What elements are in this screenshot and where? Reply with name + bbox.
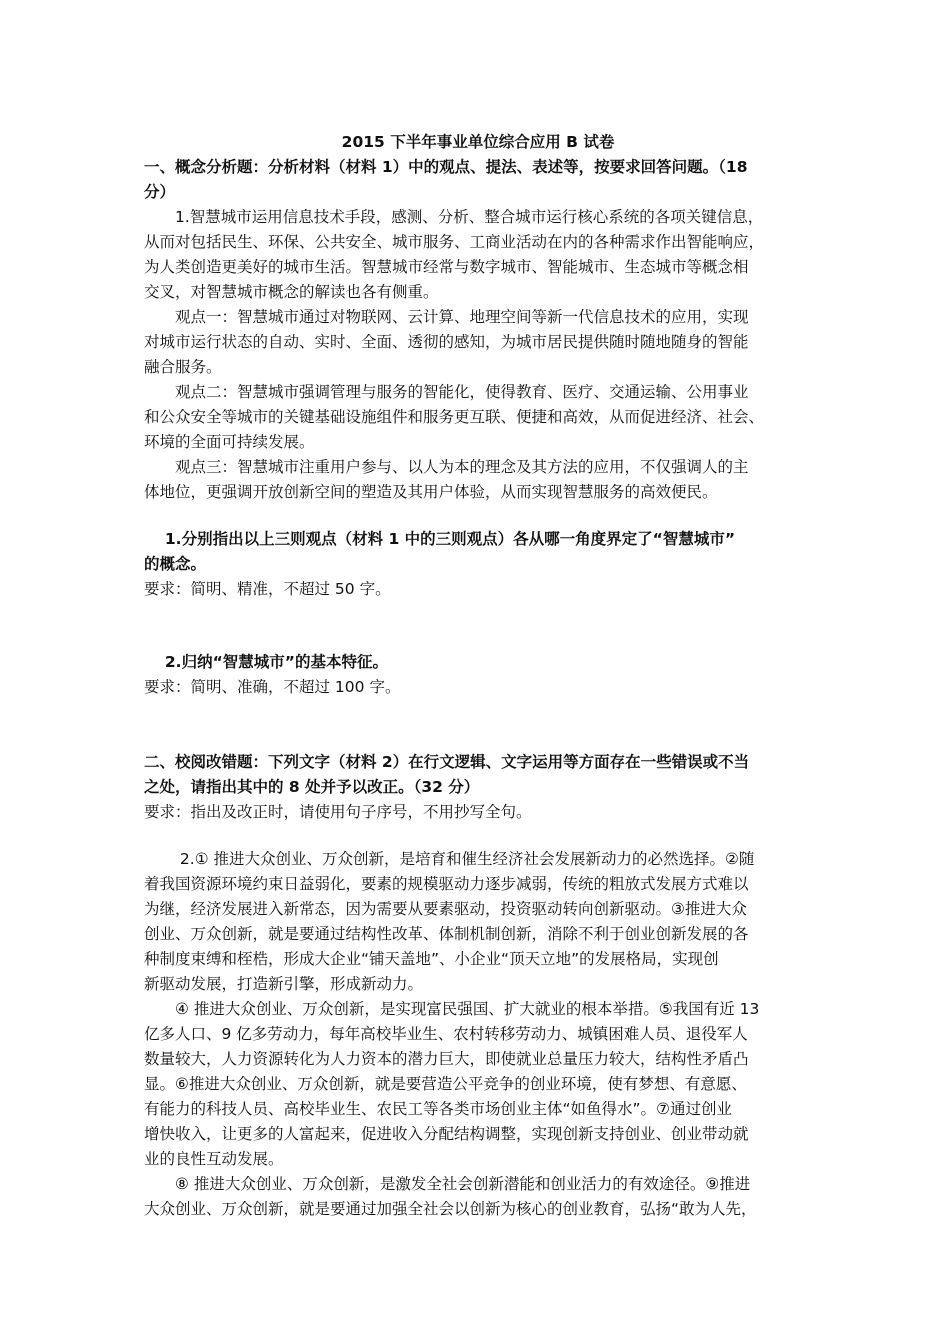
- document-page: [144, 120, 812, 1222]
- material2-line: 创业、万众创新，就是要通过结构性改革、体制机制创新，消除不利于创业创新发展的各: [144, 925, 749, 943]
- material2-line: 为继，经济发展进入新常态，因为需要从要素驱动，投资驱动转向创新驱动。③推进大众: [144, 900, 747, 918]
- material1-line: 为人类创造更美好的城市生活。智慧城市经常与数字城市、智能城市、生态城市等概念相: [144, 258, 749, 276]
- material1-line: 1.智慧城市运用信息技术手段，感测、分析、整合城市运行核心系统的各项关键信息，: [144, 208, 764, 226]
- material1-line: 观点二：智慧城市强调管理与服务的智能化，使得教育、医疗、交通运输、公用事业: [144, 383, 749, 401]
- section1-heading-line: 一、概念分析题：分析材料（材料 1）中的观点、提法、表述等，按要求回答问题。（18: [144, 158, 748, 176]
- question2-line: 2.归纳“智慧城市”的基本特征。: [144, 653, 388, 671]
- material1-line: 体地位，更强调开放创新空间的塑造及其用户体验，从而实现智慧服务的高效便民。: [144, 483, 718, 501]
- material1-line: 观点一：智慧城市通过对物联网、云计算、地理空间等新一代信息技术的应用，实现: [144, 308, 749, 326]
- material2-line: 着我国资源环境约束日益弱化，要素的规模驱动力逐步减弱，传统的粗放式发展方式难以: [144, 875, 749, 893]
- material1-line: 观点三：智慧城市注重用户参与、以人为本的理念及其方法的应用，不仅强调人的主: [144, 458, 749, 476]
- material2-line: 有能力的科技人员、高校毕业生、农民工等各类市场创业主体“如鱼得水”。⑦通过创业: [144, 1100, 732, 1118]
- material1-line: 环境的全面可持续发展。: [144, 433, 315, 451]
- spacer: [144, 825, 812, 847]
- spacer: [144, 700, 812, 750]
- spacer: [144, 505, 812, 527]
- material1-line: 交叉，对智慧城市概念的解读也各有侧重。: [144, 283, 439, 301]
- material1-line: 融合服务。: [144, 358, 222, 376]
- material1-line: 对城市运行状态的自动、实时、全面、透彻的感知，为城市居民提供随时随地随身的智能: [144, 333, 749, 351]
- material2-line: 亿多人口、9 亿多劳动力，每年高校毕业生、农村转移劳动力、城镇困难人员、退役军人: [144, 1025, 748, 1043]
- material2-line: ④ 推进大众创业、万众创新，是实现富民强国、扩大就业的根本举措。⑤我国有近 13: [144, 1000, 760, 1018]
- section1-heading-line: 分）: [144, 183, 176, 201]
- material2-line: 显。⑥推进大众创业、万众创新，就是要营造公平竞争的创业环境，使有梦想、有意愿、: [144, 1075, 747, 1093]
- material1-line: 从而对包括民生、环保、公共安全、城市服务、工商业活动在内的各种需求作出智能响应，: [144, 233, 765, 251]
- section2-requirement: 要求：指出及改正时，请使用句子序号，不用抄写全句。: [144, 803, 532, 821]
- material2-line: 业的良性互动发展。: [144, 1150, 284, 1168]
- material1-line: 和公众安全等城市的关键基础设施组件和服务更互联、便捷和高效，从而促进经济、社会、: [144, 408, 765, 426]
- material2-line: 新驱动发展，打造新引擎，形成新动力。: [144, 975, 424, 993]
- document-title: 2015 下半年事业单位综合应用 B 试卷: [341, 133, 615, 151]
- spacer: [144, 602, 812, 650]
- material2-line: 数量较大，人力资源转化为人力资本的潜力巨大，即使就业总量压力较大，结构性矛盾凸: [144, 1050, 749, 1068]
- material2-line: 增快收入，让更多的人富起来，促进收入分配结构调整，实现创新支持创业、创业带动就: [144, 1125, 749, 1143]
- material2-line: 2.① 推进大众创业、万众创新，是培育和催生经济社会发展新动力的必然选择。②随: [144, 850, 755, 868]
- question1-requirement: 要求：简明、精准，不超过 50 字。: [144, 580, 391, 598]
- question1-line: 的概念。: [144, 555, 207, 573]
- section2-heading-line: 之处，请指出其中的 8 处并予以改正。（32 分）: [144, 778, 480, 796]
- question1-line: 1.分别指出以上三则观点（材料 1 中的三则观点）各从哪一角度界定了“智慧城市”: [144, 530, 736, 548]
- section2-heading-line: 二、校阅改错题：下列文字（材料 2）在行文逻辑、文字运用等方面存在一些错误或不当: [144, 753, 750, 771]
- material2-line: ⑧ 推进大众创业、万众创新，是激发全社会创新潜能和创业活力的有效途径。⑨推进: [144, 1175, 751, 1193]
- question2-requirement: 要求：简明、准确，不超过 100 字。: [144, 678, 401, 696]
- material2-line: 种制度束缚和桎梏，形成大企业“铺天盖地”、小企业“顶天立地”的发展格局，实现创: [144, 950, 719, 968]
- material2-line: 大众创业、万众创新，就是要通过加强全社会以创新为核心的创业教育，弘扬“敢为人先，: [144, 1200, 757, 1218]
